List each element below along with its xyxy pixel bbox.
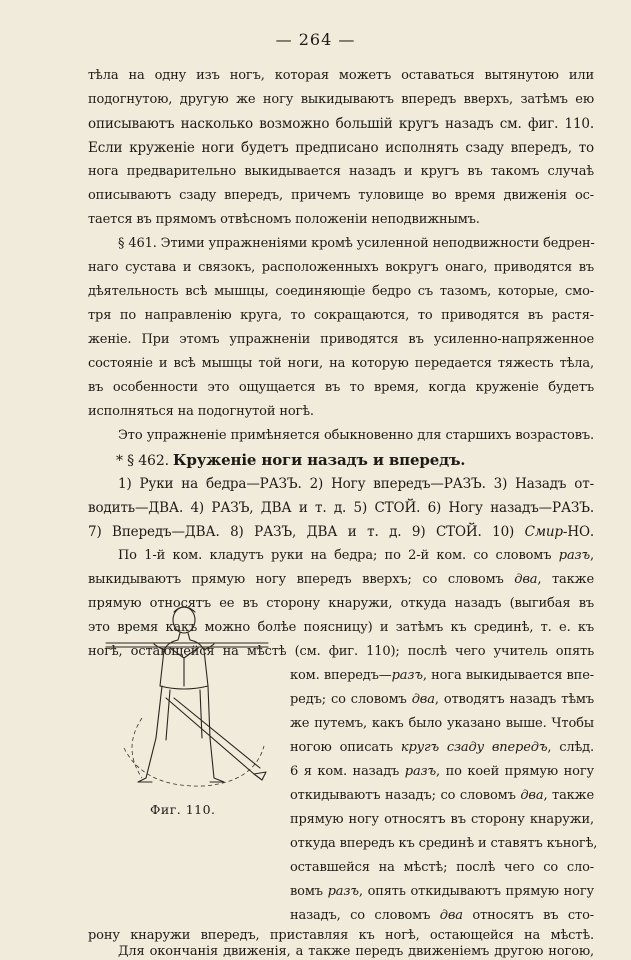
text-line: описываютъ насколько возможно большій кругъ назадъ см. фиг. 110. <box>88 116 594 132</box>
section-number: * § 462. <box>116 453 169 469</box>
text-line: Если круженіе ноги будетъ предписано исполнять сзаду впередъ, то <box>88 140 594 156</box>
text-line: ком. впередъ—разъ, нога выкидывается впе- <box>290 668 594 683</box>
text-line: Это упражненіе примѣняется обыкновенно для старшихъ возрастовъ. <box>118 428 594 443</box>
text-line: въ особенности это ощущается въ то время, когда круженіе будетъ <box>88 380 594 395</box>
text-line: прямую ногу относятъ въ сторону кнаружи, <box>290 812 594 827</box>
text-line: описываютъ сзаду впередъ, причемъ туловище во время движенія ос- <box>88 188 594 203</box>
text-line: ногѣ, остающейся на мѣстѣ (см. фиг. 110); послѣ чего учитель опять <box>88 644 594 659</box>
text-line: По 1-й ком. кладутъ руки на бедра; по 2-й ком. со словомъ разъ, <box>118 548 594 563</box>
text-line: прямую относятъ ее въ сторону кнаружи, откуда назадъ (выгибая въ <box>88 596 594 611</box>
figure-caption: Фиг. 110. <box>150 802 216 817</box>
text-line: редъ; со словомъ два, отводятъ назадъ тѣмъ <box>290 692 594 707</box>
text-line: § 461. Этими упражненіями кромѣ усиленной неподвижности бедрен- <box>118 236 595 251</box>
text-line: Для окончанія движенія, а также передъ движеніемъ другою ногою, <box>118 944 594 959</box>
text-line: тается въ прямомъ отвѣсномъ положеніи неподвижнымъ. <box>88 212 480 227</box>
text-line: вомъ разъ, опять откидываютъ прямую ногу <box>290 884 594 899</box>
text-line: рону кнаружи впередъ, приставляя къ ногѣ, остающейся на мѣстѣ. <box>88 928 594 943</box>
text-line: дѣятельность всѣ мышцы, соединяющіе бедро съ тазомъ, которые, смо- <box>88 284 594 299</box>
text-line: назадъ, со словомъ два относятъ въ сто- <box>290 908 594 923</box>
text-line: откуда впередъ къ срединѣ и ставятъ къногѣ, <box>290 836 598 851</box>
text-line: ногою описать кругъ сзаду впередъ, слѣд. <box>290 740 594 755</box>
page-number: — 264 — <box>275 30 356 49</box>
text-line: тря по направленію круга, то сокращаются, то приводятся въ растя- <box>88 308 594 323</box>
text-line: наго сустава и связокъ, расположенныхъ вокругъ онаго, приводятся въ <box>88 260 594 275</box>
gymnast-figure-illustration <box>104 598 280 792</box>
text-line: исполняться на подогнутой ногѣ. <box>88 404 314 419</box>
command-line: 1) Руки на бедра—РАЗЪ. 2) Ногу впередъ—РАЗЪ. 3) Назадъ от- <box>118 476 594 492</box>
text-line: же путемъ, какъ было указано выше. Чтобы <box>290 716 594 731</box>
text-line: откидываютъ назадъ; со словомъ два, также <box>290 788 595 803</box>
text-line: 6 я ком. назадъ разъ, по коей прямую ногу <box>290 764 594 779</box>
command-line: водить—ДВА. 4) РАЗЪ, ДВА и т. д. 5) СТОЙ. 6) Ногу назадъ—РАЗЪ. <box>88 500 594 516</box>
section-title: Круженіе ноги назадъ и впередъ. <box>172 451 466 469</box>
text-line: выкидываютъ прямую ногу впередъ вверхъ; со словомъ два, также <box>88 572 594 587</box>
command-line: 7) Впередъ—ДВА. 8) РАЗЪ, ДВА и т. д. 9) СТОЙ. 10) Смир-НО. <box>88 524 594 540</box>
section-heading <box>116 448 594 472</box>
text-line: тѣла на одну изъ ногъ, которая можетъ оставаться вытянутою или <box>88 68 594 83</box>
text-line: нога предварительно выкидывается назадъ и кругъ въ такомъ случаѣ <box>88 164 594 179</box>
text-line: это время какъ можно болѣе поясницу) и затѣмъ къ срединѣ, т. е. къ <box>88 620 594 635</box>
text-line: состояніе и всѣ мышцы той ноги, на которую передается тяжесть тѣла, <box>88 356 594 371</box>
text-line: оставшейся на мѣстѣ; послѣ чего со сло- <box>290 860 594 875</box>
text-line: подогнутою, другую же ногу выкидываютъ впередъ вверхъ, затѣмъ ею <box>88 92 594 107</box>
text-line: женіе. При этомъ упражненіи приводятся въ усиленно-напряженное <box>88 332 594 347</box>
